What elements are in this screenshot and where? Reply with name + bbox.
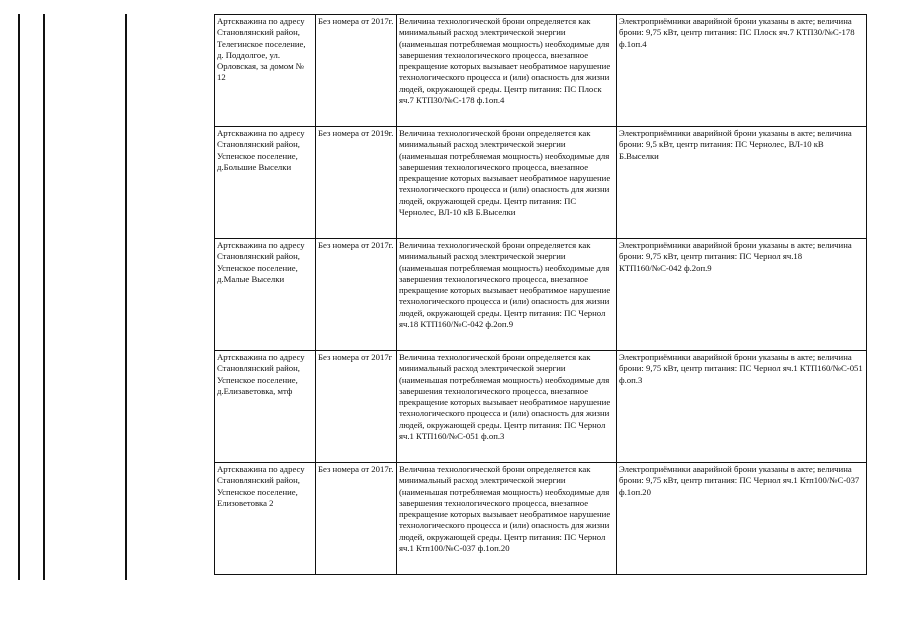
document-cell: Без номера от 2019г. — [316, 127, 397, 239]
description-cell: Величина технологической брони определяется как минимальный расход электрической энергии (наименьшая потребляемая мощность) необходимые для завершения технологического процесса, внезапное прекращение которых вызывает необратимое нарушение технологического процесса и (или) опасность для жизни людей, окружающей среды. Центр питания: ПС Плоск яч.7 КТП30/№С-178 ф.1оп.4 — [397, 15, 617, 127]
description-cell: Величина технологической брони определяется как минимальный расход электрической энергии (наименьшая потребляемая мощность) необходимые для завершения технологического процесса, внезапное прекращение которых вызывает необратимое нарушение технологического процесса и (или) опасность для жизни людей, окружающей среды. Центр питания: ПС Чернол яч.1 Ктп100/№С-037 ф.1оп.20 — [397, 463, 617, 575]
table-row — [215, 127, 867, 239]
description-cell: Величина технологической брони определяется как минимальный расход электрической энергии (наименьшая потребляемая мощность) необходимые для завершения технологического процесса, внезапное прекращение которых вызывает необратимое нарушение технологического процесса и (или) опасность для жизни людей, окружающей среды. Центр питания: ПС Чернолес, ВЛ-10 кВ Б.Выселки — [397, 127, 617, 239]
document-cell: Без номера от 2017г. — [316, 239, 397, 351]
table-row — [215, 463, 867, 575]
object-address-cell: Артскважина по адресу Становлянский район, Успенское поселение, д.Малые Выселки — [215, 239, 316, 351]
left-border-line-3 — [125, 14, 127, 580]
table-row — [215, 351, 867, 463]
document-cell: Без номера от 2017г — [316, 351, 397, 463]
description-cell: Величина технологической брони определяется как минимальный расход электрической энергии (наименьшая потребляемая мощность) необходимые для завершения технологического процесса, внезапное прекращение которых вызывает необратимое нарушение технологического процесса и (или) опасность для жизни людей, окружающей среды. Центр питания: ПС Чернол яч.1 КТП160/№С-051 ф.оп.3 — [397, 351, 617, 463]
document-cell: Без номера от 2017г. — [316, 463, 397, 575]
left-border-line-1 — [18, 14, 20, 580]
document-cell: Без номера от 2017г. — [316, 15, 397, 127]
note-cell: Электроприёмники аварийной брони указаны в акте; величина брони: 9,75 кВт, центр питания: ПС Чернол яч.1 КТП160/№С-051 ф.оп.3 — [617, 351, 867, 463]
note-cell: Электроприёмники аварийной брони указаны в акте; величина брони: 9,75 кВт, центр питания: ПС Чернол яч.1 Ктп100/№С-037 ф.1оп.20 — [617, 463, 867, 575]
object-address-cell: Артскважина по адресу Становлянский район, Успенское поселение, д.Большие Выселки — [215, 127, 316, 239]
note-cell: Электроприёмники аварийной брони указаны в акте; величина брони: 9,5 кВт, центр питания: ПС Чернолес, ВЛ-10 кВ Б.Выселки — [617, 127, 867, 239]
left-border-line-2 — [43, 14, 45, 580]
object-address-cell: Артскважина по адресу Становлянский район, Успенское поселение, д.Елизаветовка, мтф — [215, 351, 316, 463]
description-cell: Величина технологической брони определяется как минимальный расход электрической энергии (наименьшая потребляемая мощность) необходимые для завершения технологического процесса, внезапное прекращение которых вызывает необратимое нарушение технологического процесса и (или) опасность для жизни людей, окружающей среды. Центр питания: ПС Чернол яч.18 КТП160/№С-042 ф.2оп.9 — [397, 239, 617, 351]
object-address-cell: Артскважина по адресу Становлянский район, Успенское поселение, Елизоветовка 2 — [215, 463, 316, 575]
object-address-cell: Артскважина по адресу Становлянский район, Телегинское поселение, д. Поддолгое, ул. Орловская, за домом № 12 — [215, 15, 316, 127]
reserve-table — [214, 14, 867, 575]
note-cell: Электроприёмники аварийной брони указаны в акте; величина брони: 9,75 кВт, центр питания: ПС Плоск яч.7 КТП30/№С-178 ф.1оп.4 — [617, 15, 867, 127]
table-row — [215, 15, 867, 127]
note-cell: Электроприёмники аварийной брони указаны в акте; величина брони: 9,75 кВт, центр питания: ПС Чернол яч.18 КТП160/№С-042 ф.2оп.9 — [617, 239, 867, 351]
table-row — [215, 239, 867, 351]
